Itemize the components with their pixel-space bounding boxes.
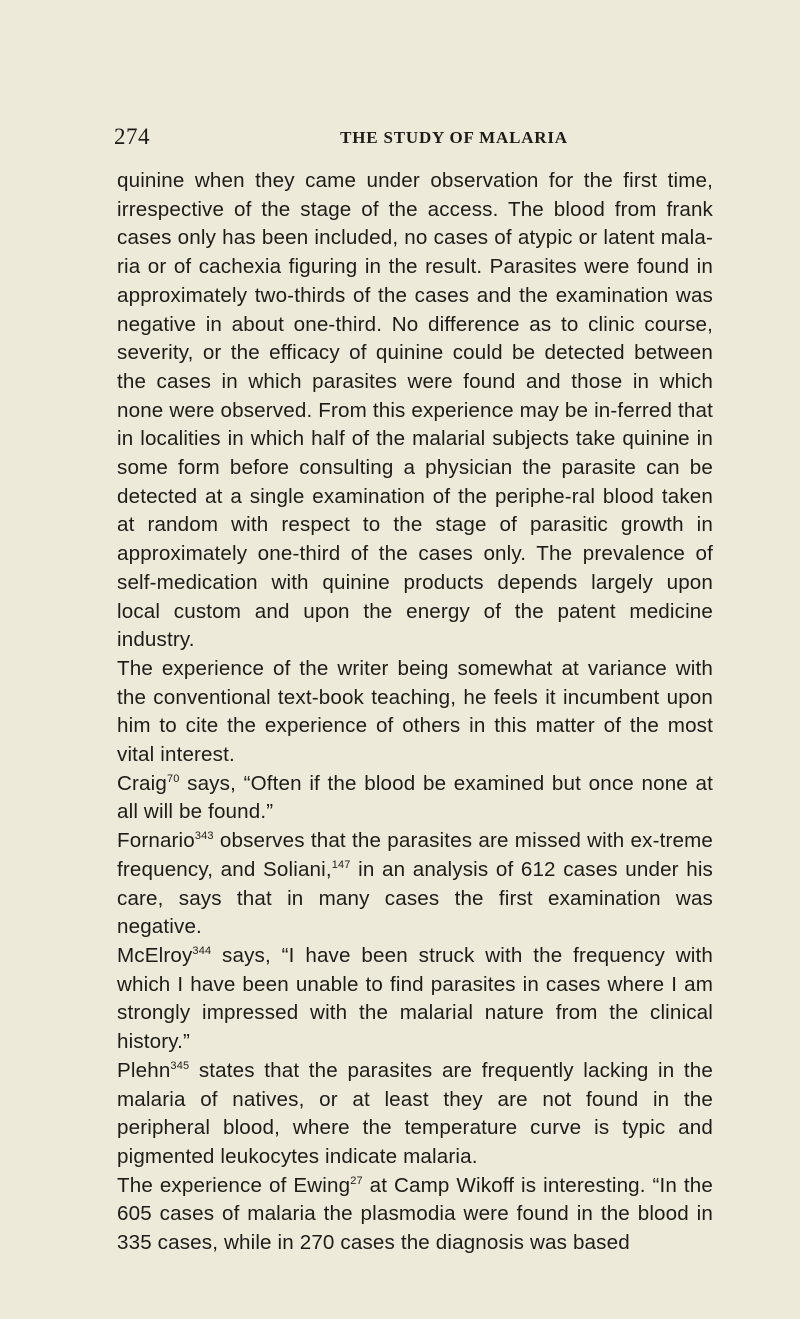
paragraph-text: states that the parasites are frequently lacking in the malaria of natives, or at least they are not found in the peripheral blood, where the temperature curve is typic and pigmented leukocytes indicate malaria. — [117, 1058, 713, 1168]
page-number: 274 — [114, 124, 150, 149]
paragraph-5 — [117, 942, 713, 1057]
author-name: Plehn — [117, 1058, 171, 1082]
paragraph-4 — [117, 827, 713, 942]
author-name: Craig — [117, 771, 167, 795]
reference-number: 27 — [350, 1174, 363, 1187]
reference-number: 345 — [170, 1059, 190, 1072]
quote-text: says, “I have been struck with the frequency with which I have been unable to find parasites in cases where I am strongly impressed with the malarial nature from the clinical history.” — [117, 943, 713, 1054]
paragraph-text: at Camp Wikoff is interesting. “In the 605 cases of malaria the plasmodia were found in the blood in 335 cases, while in 270 cases the diagnosis was based — [117, 1173, 713, 1255]
paragraph-1: quinine when they came under observation for the first time, irrespective of the stage of the access. The blood from frank cases only has been included, no cases of atypic or latent mala-ria or of cachexia figuring in the result. Parasites were found in approximately two-thirds of the cases and the examination was negative in about one-third. No difference as to clinic course, severity, or the efficacy of quinine could be detected between the cases in which parasites were found and those in which none were observed. From this experience may be in-ferred that in localities in which half of the malarial subjects take quinine in some form before consulting a physician the parasite can be detected at a single examination of the periphe-ral blood taken at random with respect to the stage of parasitic growth in approximately one-third of the cases only. The prevalence of self-medication with quinine products depends largely upon local custom and upon the energy of the patent medicine industry. — [117, 169, 713, 652]
author-name: McElroy — [117, 943, 193, 967]
quote-text: says, “Often if the blood be examined but once none at all will be found.” — [117, 771, 713, 824]
reference-number: 344 — [192, 944, 212, 957]
paragraph-text: observes that the parasites are missed with ex-treme frequency, and Soliani, — [117, 829, 713, 881]
paragraph-7 — [117, 1172, 713, 1258]
paragraph-2: The experience of the writer being somewhat at variance with the conventional text-book teaching, he feels it incumbent upon him to cite the experience of others in this matter of the most vital interest. — [117, 656, 713, 767]
body-text — [117, 167, 713, 1258]
reference-number: 343 — [194, 830, 214, 843]
reference-number: 70 — [166, 772, 180, 785]
paragraph-3 — [117, 770, 713, 827]
paragraph-6 — [117, 1057, 713, 1172]
running-title: THE STUDY OF MALARIA — [340, 128, 568, 147]
running-head — [114, 124, 714, 154]
paragraph-text: in an analysis of 612 cases under his care, says that in many cases the first examination was negative. — [117, 857, 714, 939]
paragraph-text: The experience of Ewing — [117, 1173, 351, 1197]
author-name: Fornario — [117, 829, 195, 853]
reference-number: 147 — [331, 858, 351, 871]
